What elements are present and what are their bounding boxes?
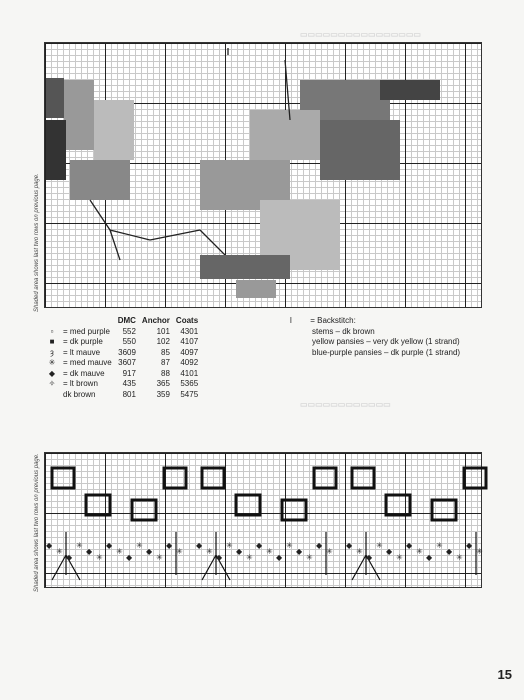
key-label: = dk purple [63,337,103,346]
key-dmc: 917 [122,368,136,378]
key-coats: 4301 [180,326,199,336]
stitch-mark: ✳ [246,553,253,562]
backstitch-key [290,316,460,358]
stitch-mark: ◆ [126,553,133,562]
key-anchor: 359 [156,389,170,399]
key-anchor: 85 [161,347,170,357]
stitch-mark: ✳ [416,547,423,556]
coats-header: Coats [175,316,199,325]
petal-block [86,495,110,515]
key-coats: 5475 [180,389,199,399]
pansy-border-motif [46,468,486,580]
stitch-mark: ✳ [376,541,383,550]
stitch-mark: ✳ [226,541,233,550]
shaded-area-note-top: Shaded area shows last two rows on previous page. [34,173,40,312]
key-dmc: 801 [122,389,136,399]
no-symbol [44,390,60,401]
key-dmc: 3607 [118,358,136,367]
stitch-mark: ◆ [366,553,373,562]
diamond-symbol: ◆ [48,368,56,378]
square-outline-symbol: ▫ [50,326,54,336]
stitch-mark: ◆ [86,547,93,556]
stitch-mark: ✳ [436,541,443,550]
petal-block [464,468,486,488]
shaded-area-note-bottom: Shaded area shows last two rows on previous page. [34,453,40,592]
key-anchor: 88 [161,368,170,378]
page-number: 15 [497,667,512,682]
key-dmc: 552 [122,326,136,336]
key-label: = lt mauve [63,347,101,357]
key-label: dk brown [63,389,96,399]
star-outline-symbol: ✧ [48,379,56,388]
key-dmc: 3609 [118,347,136,357]
key-anchor: 102 [156,337,170,346]
key-label: = med mauve [63,358,112,367]
stitch-mark: ◆ [146,547,153,556]
key-anchor: 87 [161,358,170,367]
stitch-mark: ✳ [206,547,213,556]
stitch-mark: ◆ [426,553,433,562]
key-row [44,390,201,401]
stitch-mark: ◆ [46,541,53,550]
key-anchor: 101 [156,326,170,336]
stitch-mark: ◆ [296,547,303,556]
stitch-mark: ◆ [106,541,113,550]
bleed-through-heading-2: ▭▭▭▭▭▭▭▭▭▭▭▭ [300,400,391,409]
color-key [44,316,201,400]
key-coats: 4101 [180,368,199,378]
petal-block [282,500,306,520]
petal-block [314,468,336,488]
key-row [44,358,201,369]
stitch-mark: ✳ [476,547,483,556]
stitch-mark: ✳ [286,541,293,550]
key-dmc: 550 [122,337,136,346]
stitch-mark: ✳ [136,541,143,550]
stitch-mark: ◆ [66,553,73,562]
dmc-header: DMC [117,316,136,325]
stitch-mark: ◆ [196,541,203,550]
backstitch-marker: l [290,316,292,325]
key-label: = med purple [63,326,110,336]
backstitch-line: blue-purple pansies – dk purple (1 strand) [312,347,461,357]
key-coats: 4107 [180,337,199,346]
key-row [44,348,201,359]
anchor-header: Anchor [141,316,170,325]
stitch-mark: ✳ [306,553,313,562]
stitch-mark: ✳ [396,553,403,562]
key-row [44,379,201,390]
stitch-mark: ◆ [316,541,323,550]
stitch-mark: ◆ [406,541,413,550]
stitch-mark: ◆ [446,547,453,556]
petal-block [352,468,374,488]
key-label: = dk mauve [63,368,105,378]
key-coats: 4097 [180,347,199,357]
yogh-symbol: ȝ [50,347,54,357]
petal-block [432,500,456,520]
petal-block [132,500,156,520]
stitch-mark: ◆ [276,553,283,562]
key-coats: 5365 [180,379,199,388]
stitch-mark: ✳ [116,547,123,556]
stitch-mark: ✳ [76,541,83,550]
petal-block [164,468,186,488]
backstitch-line: stems – dk brown [312,326,375,336]
backstitch-line: yellow pansies – very dk yellow (1 strand) [312,337,460,346]
asterisk-symbol: ✳ [48,358,56,367]
petal-block [202,468,224,488]
stitch-mark: ◆ [216,553,223,562]
stitch-mark: ✳ [356,547,363,556]
stitch-mark: ◆ [256,541,263,550]
stitch-mark: ✳ [266,547,273,556]
pansy-motif-top [46,48,440,298]
stitch-mark: ◆ [166,541,173,550]
stitch-mark: ✳ [96,553,103,562]
key-row [44,337,201,348]
stitch-mark: ✳ [56,547,63,556]
stitch-mark: ✳ [456,553,463,562]
stitch-mark: ✳ [156,553,163,562]
key-dmc: 435 [122,379,136,388]
key-row [44,369,201,380]
key-row [44,327,201,338]
key-label: = lt brown [63,379,98,388]
key-coats: 4092 [180,358,199,367]
stitch-mark: ✳ [326,547,333,556]
square-filled-symbol: ■ [49,337,55,346]
petal-block [386,495,410,515]
backstitch-title: = Backstitch: [310,316,356,325]
key-anchor: 365 [156,379,170,388]
stitch-mark: ◆ [386,547,393,556]
stitch-mark: ◆ [346,541,353,550]
petal-block [236,495,260,515]
stitch-mark: ◆ [466,541,473,550]
petal-block [52,468,74,488]
bleed-through-heading: ▭▭▭▭▭▭▭▭▭▭▭▭▭▭▭▭ [300,30,421,39]
stitch-mark: ✳ [176,547,183,556]
stitch-mark: ◆ [236,547,243,556]
